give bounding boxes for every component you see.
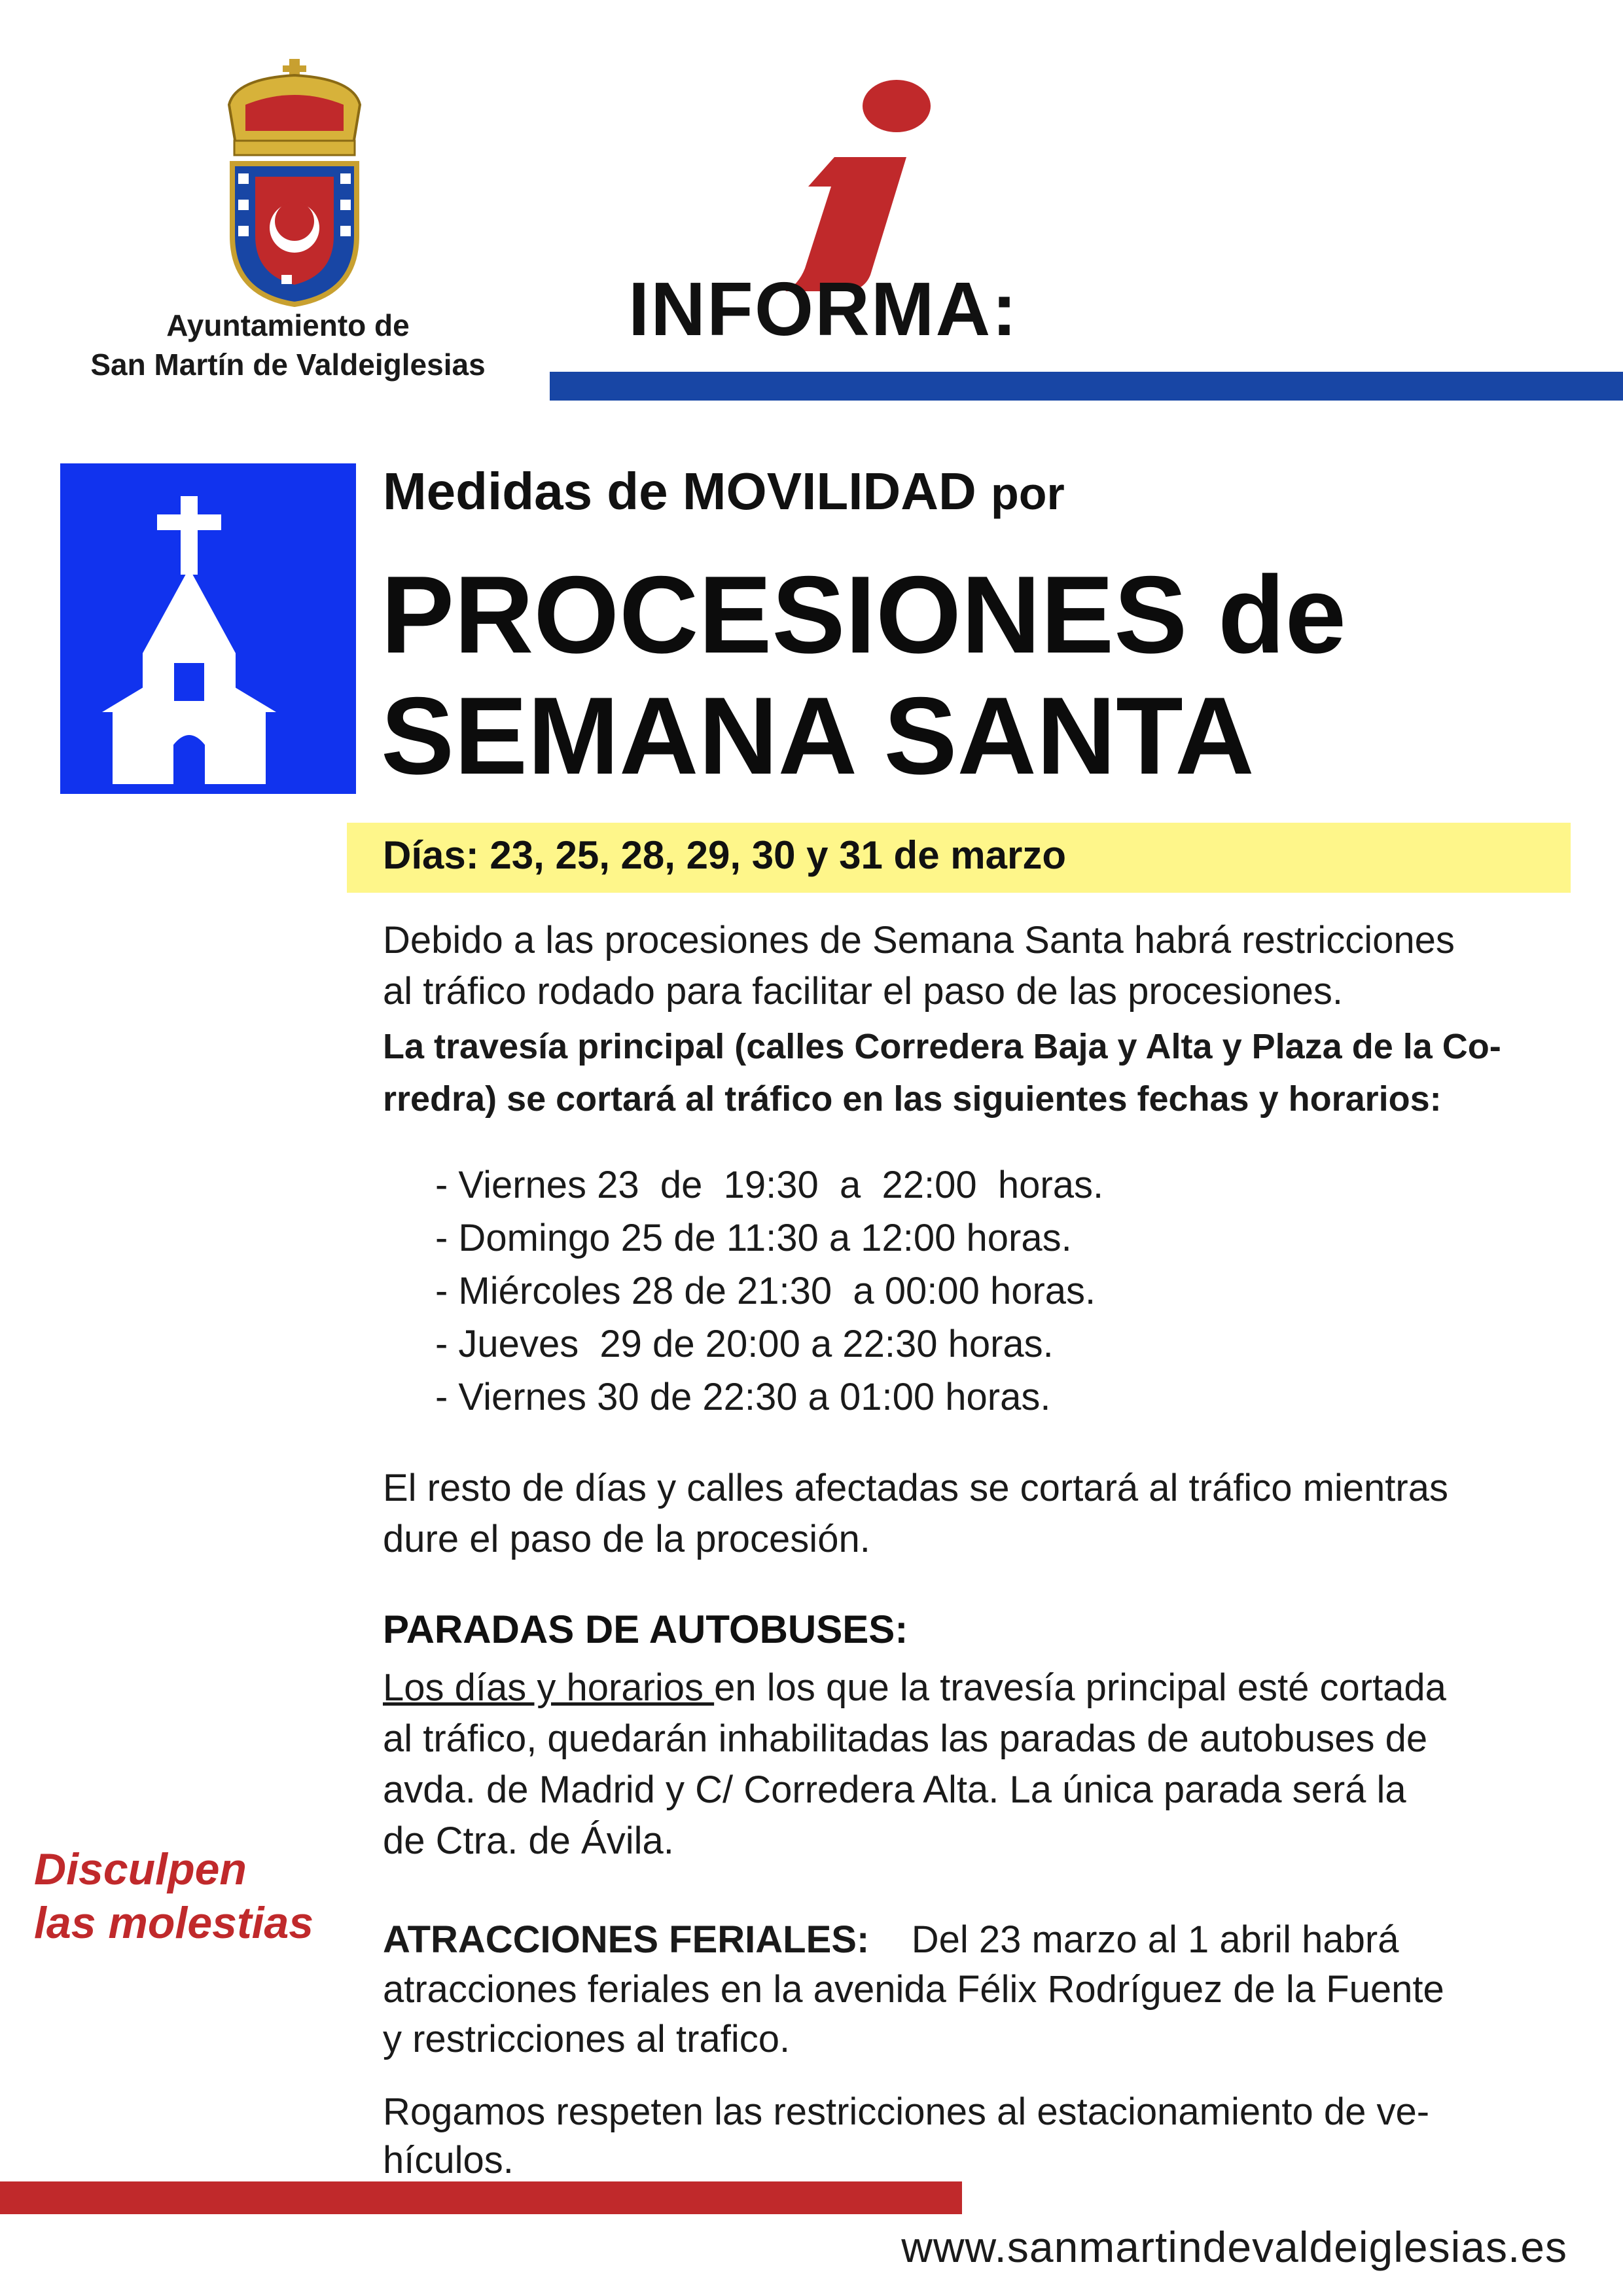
org-name-line1: Ayuntamiento de — [166, 308, 410, 342]
bus-line2: al tráfico, quedarán inhabilitadas las paradas de autobuses de — [383, 1717, 1428, 1760]
fair-line3: y restricciones al trafico. — [383, 2018, 791, 2060]
info-i-icon — [772, 79, 942, 295]
apology-note — [34, 1842, 313, 1950]
fair-line2: atracciones feriales en la avenida Félix Rodríguez de la Fuente — [383, 1968, 1444, 2011]
apology-line2: las molestias — [34, 1898, 314, 1948]
schedule-list — [435, 1158, 1103, 1424]
bus-stops-heading: PARADAS DE AUTOBUSES: — [383, 1607, 908, 1651]
fair-heading: ATRACCIONES FERIALES: — [383, 1918, 870, 1961]
bus-line1 — [383, 1662, 1541, 1713]
coat-of-arms-icon — [209, 59, 380, 308]
apology-line1: Disculpen — [34, 1844, 247, 1894]
main-title-line2: SEMANA SANTA — [381, 674, 1255, 797]
closing-line2: hículos. — [383, 2139, 514, 2181]
bus-underlined: Los días y horarios — [383, 1666, 715, 1709]
footer-divider — [0, 2181, 962, 2214]
subheading-main: Medidas de MOVILIDAD — [383, 462, 976, 520]
rest-line2: dure el paso de la procesión. — [383, 1518, 870, 1560]
intro-bold-line2: rredra) se cortará al tráfico en las siguientes fechas y horarios: — [383, 1079, 1442, 1119]
schedule-item: - Viernes 23 de 19:30 a 22:00 horas. — [435, 1164, 1104, 1206]
subheading — [383, 461, 1065, 522]
intro-bold-line1: La travesía principal (calles Corredera Baja y Alta y Plaza de la Co- — [383, 1027, 1501, 1066]
days-text: Días: 23, 25, 28, 29, 30 y 31 de marzo — [383, 833, 1066, 877]
bus-line1-rest: en los que la travesía principal esté cortada — [714, 1666, 1446, 1709]
fair-line1-rest: Del 23 marzo al 1 abril habrá — [911, 1918, 1399, 1961]
church-icon — [60, 463, 356, 794]
bus-line3: avda. de Madrid y C/ Corredera Alta. La única parada será la — [383, 1768, 1406, 1811]
informa-heading: INFORMA: — [628, 266, 1018, 351]
schedule-item: - Miércoles 28 de 21:30 a 00:00 horas. — [435, 1270, 1096, 1312]
website-link[interactable]: www.sanmartindevaldeiglesias.es — [901, 2223, 1567, 2271]
intro-line2: al tráfico rodado para facilitar el paso de las procesiones. — [383, 970, 1343, 1013]
fair-line1 — [383, 1914, 1541, 1965]
intro-line1: Debido a las procesiones de Semana Santa habrá restricciones — [383, 919, 1455, 961]
subheading-por: por — [991, 468, 1065, 519]
header-divider — [550, 372, 1623, 401]
bus-line4: de Ctra. de Ávila. — [383, 1820, 674, 1862]
schedule-item: - Jueves 29 de 20:00 a 22:30 horas. — [435, 1323, 1054, 1365]
rest-line1: El resto de días y calles afectadas se cortará al tráfico mientras — [383, 1467, 1448, 1509]
org-name-line2: San Martín de Valdeiglesias — [90, 348, 486, 382]
schedule-item: - Domingo 25 de 11:30 a 12:00 horas. — [435, 1217, 1072, 1259]
main-title-line1: PROCESIONES de — [381, 553, 1347, 676]
closing-line1: Rogamos respeten las restricciones al estacionamiento de ve- — [383, 2090, 1430, 2133]
schedule-item: - Viernes 30 de 22:30 a 01:00 horas. — [435, 1376, 1051, 1418]
